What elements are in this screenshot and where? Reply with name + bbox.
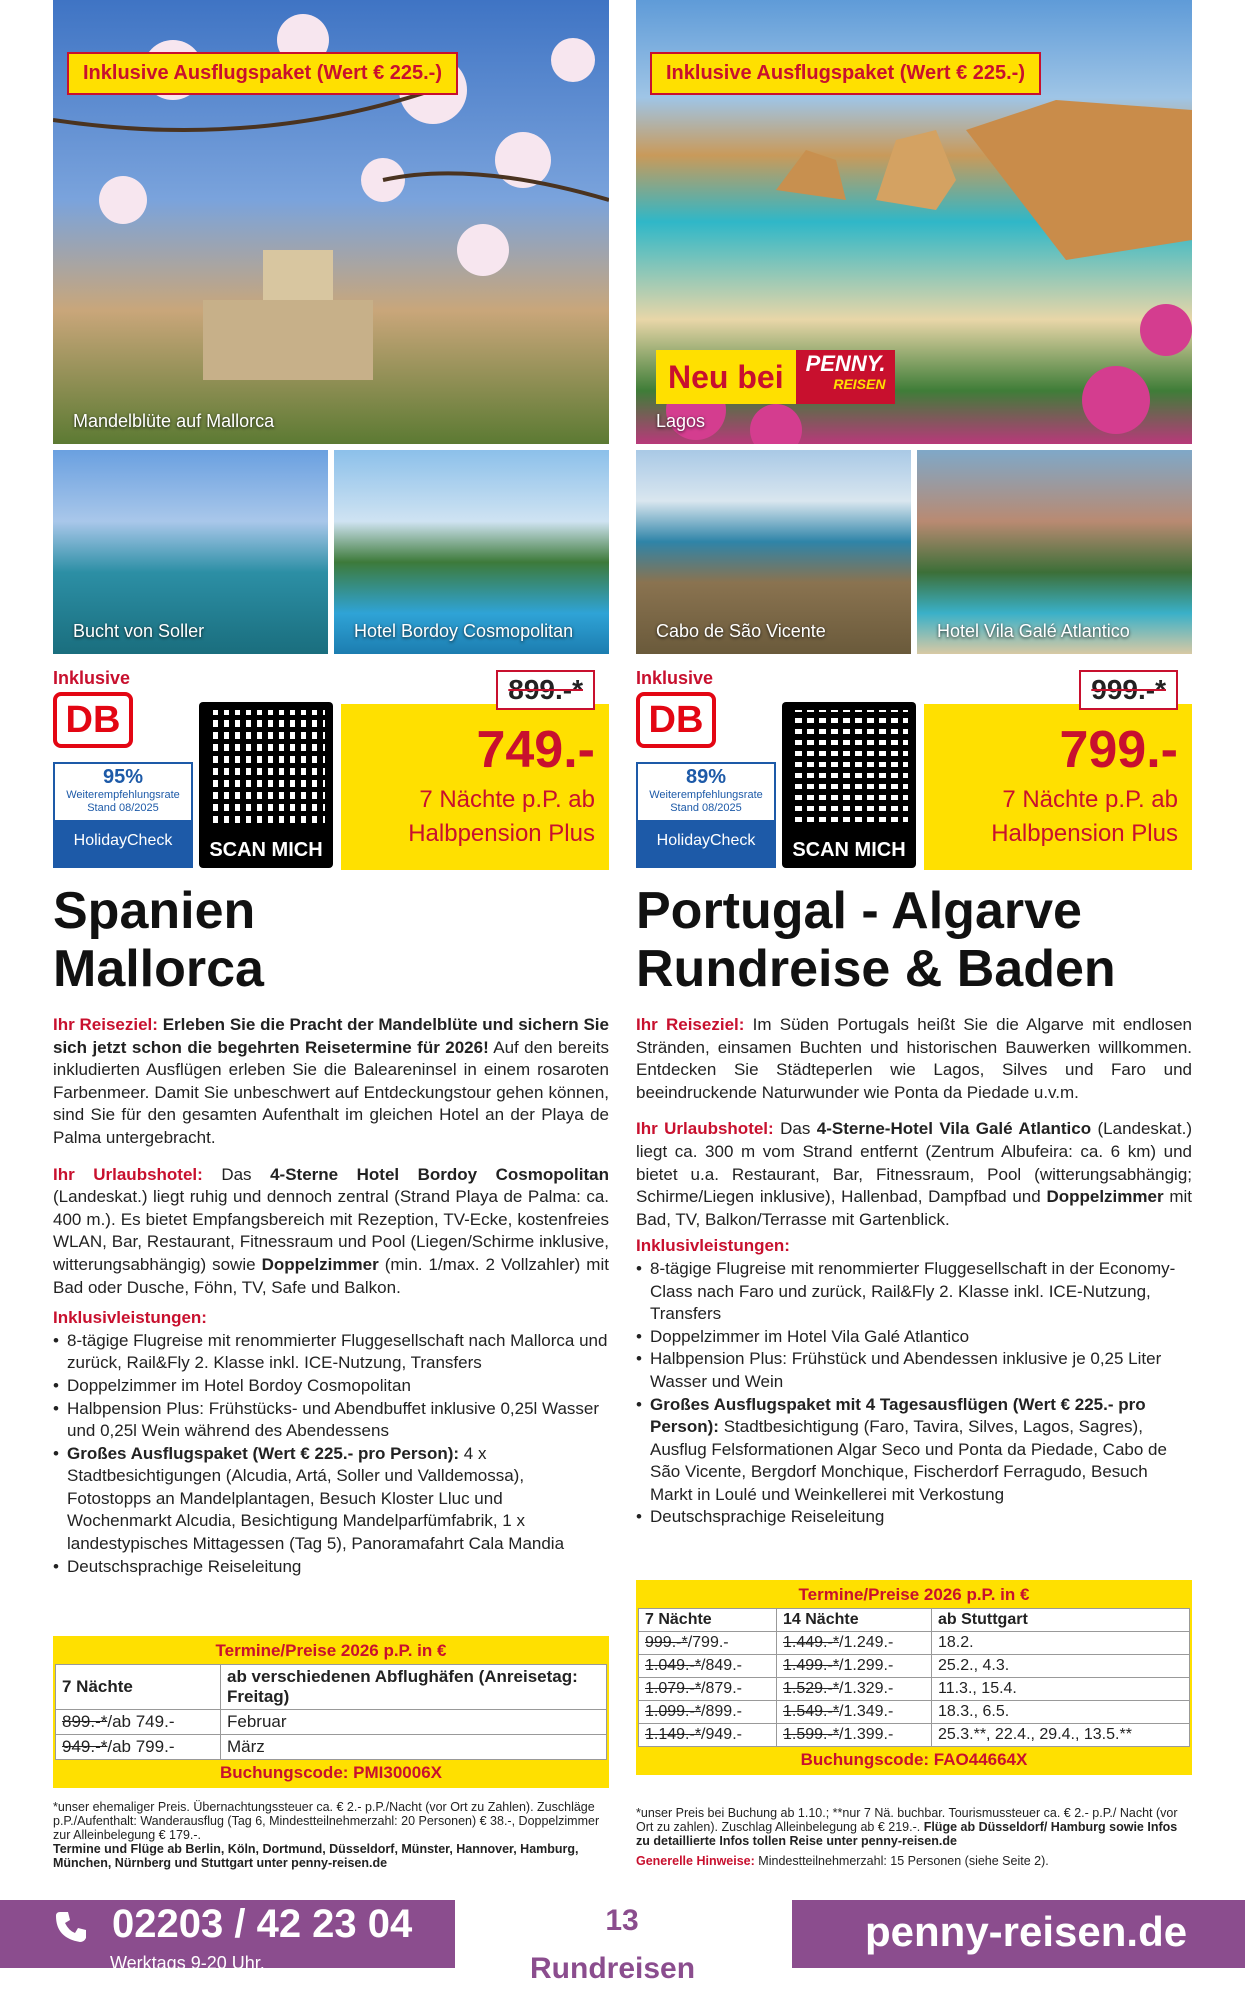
reiseziel-text: Auf den bereits inkludierten Ausflügen erleben Sie die Baleareninsel in einem rosaroten Farbenmeer. Damit Sie unbeschwert auf Entdeckungstour gehen können, sind Sie für den gesamten Aufenthalt im gleichen Hotel an der Playa de Palma untergebracht. — [53, 1037, 609, 1147]
old-price: 899.-* — [62, 1712, 108, 1731]
column-header: ab Stuttgart — [932, 1609, 1190, 1632]
new-price: /879.- — [701, 1680, 742, 1697]
new-price: /1.299.- — [839, 1657, 894, 1674]
new-label: Neu bei — [668, 359, 784, 395]
hotel-text: (Landeskat.) liegt ca. 300 m vom Strand entfernt (Zentrum Albufeira: ca. 6 km) und bietet u.a. Restaurant, Bar, Fitnessraum, Pool (witterungsabhängig; Schirme/Liegen inklusive), Hallenbad, Dampfbad und — [636, 1119, 1192, 1207]
column-header: ab verschiedenen Abflughäfen (Anreisetag: Freitag) — [221, 1665, 607, 1710]
qr-code-icon — [790, 710, 908, 828]
old-price: 999.-* — [1079, 670, 1178, 710]
inclusive-heading: Inklusivleistungen: — [636, 1236, 790, 1256]
price-table — [53, 1636, 609, 1788]
hotel-name: 4-Sterne Hotel Bordoy Cosmopolitan — [270, 1164, 609, 1184]
price-duration: 7 Nächte p.P. ab — [419, 786, 595, 813]
list-item — [636, 1394, 1192, 1507]
hotel-name: 4-Sterne-Hotel Vila Galé Atlantico — [816, 1119, 1092, 1139]
opening-hours — [110, 1952, 380, 1996]
date: 18.2. — [932, 1632, 1190, 1655]
photo-cabo — [636, 450, 911, 654]
table-row — [56, 1735, 607, 1760]
photo-caption: Hotel Bordoy Cosmopolitan — [354, 621, 574, 641]
new-price: /899.- — [701, 1703, 742, 1720]
new-price: 799.- — [1059, 721, 1178, 779]
new-price: /ab 749.- — [107, 1712, 175, 1731]
table-row — [639, 1701, 1190, 1724]
table-row — [639, 1678, 1190, 1701]
title-line-2: Mallorca — [53, 940, 264, 998]
old-price: 1.449.-* — [783, 1634, 840, 1651]
hotel-text: (Landeskat.) liegt ruhig und dennoch zentral (Strand Playa de Palma: ca. 400 m.). Es bietet Empfangsbereich mit Rezeption, TV-Ecke, kostenfreies WLAN, Bar, Restaurant, Fitnessraum und Pool (Liegen/Schirme inklusive, witterungsabhängig) sowie — [53, 1187, 609, 1274]
phone-number[interactable]: 02203 / 42 23 04 — [112, 1902, 413, 1946]
new-at-penny-badge — [656, 350, 895, 404]
footnote-text: *unser Preis bei Buchung ab 1.10.; **nur 7 Nä. buchbar. Tourismussteuer ca. € 2.- p.P./ Nacht (vor Ort zu zahlen). Zuschlag Alleinbelegung ab € 219.-. — [636, 1806, 1178, 1834]
reiseziel-highlight: Erleben Sie die Pracht der Mandelblüte und sichern Sie sich jetzt schon die begehrten Reisetermine für 2026! — [53, 1015, 609, 1057]
package-heading: Großes Ausflugspaket (Wert € 225.- pro Person): — [67, 1443, 460, 1463]
new-price: /1.349.- — [839, 1703, 894, 1720]
hotel-heading: Ihr Urlaubshotel: — [53, 1164, 203, 1184]
date: 25.2., 4.3. — [932, 1655, 1190, 1678]
new-price: /949.- — [701, 1726, 742, 1743]
excursion-badge: Inklusive Ausflugspaket (Wert € 225.-) — [650, 52, 1041, 95]
excursion-badge: Inklusive Ausflugspaket (Wert € 225.-) — [67, 52, 458, 95]
photo-caption: Bucht von Soller — [73, 621, 205, 641]
db-label: Inklusive — [53, 668, 131, 688]
hotel-heading: Ihr Urlaubshotel: — [636, 1119, 774, 1139]
package-heading: Großes Ausflugspaket mit 4 Tagesausflügen (Wert € 225.- pro Person): — [650, 1394, 1146, 1437]
hotel-pre: Das — [780, 1119, 811, 1139]
list-item: • Halbpension Plus: Frühstück und Abendessen inklusive je 0,25 Liter Wasser und Wein — [636, 1348, 1192, 1393]
hours-weekday: Werktags 9-20 Uhr, — [110, 1953, 265, 1973]
offer-title — [636, 882, 1116, 998]
hours-weekend: Samstag & Sonntag 10-18:30 Uhr — [110, 1975, 381, 1995]
db-label: Inklusive — [636, 668, 714, 688]
room-text: mit Bad, TV, Balkon/Terrasse mit Gartenblick. — [636, 1187, 1192, 1229]
date: Februar — [221, 1710, 607, 1735]
old-price: 999.-* — [645, 1634, 688, 1651]
table-row — [639, 1632, 1190, 1655]
qr-code[interactable] — [782, 702, 916, 868]
new-price: /799.- — [687, 1634, 729, 1651]
booking-code: Buchungscode: PMI30006X — [55, 1760, 607, 1786]
footnote — [53, 1800, 609, 1870]
penny-reisen-logo — [796, 350, 896, 404]
phone-icon — [54, 1910, 88, 1944]
date: März — [221, 1735, 607, 1760]
qr-code-icon — [207, 710, 325, 828]
db-logo: DB — [53, 692, 133, 748]
scan-label: SCAN MICH — [209, 839, 323, 861]
price-table — [636, 1580, 1192, 1775]
price-box — [341, 674, 609, 870]
old-price: 1.529.-* — [783, 1680, 840, 1697]
list-item: • Deutschsprachige Reiseleitung — [53, 1556, 609, 1579]
holidaycheck-logo: HolidayCheck — [638, 820, 774, 866]
table-row — [639, 1655, 1190, 1678]
photo-hotel-vila-gale — [917, 450, 1192, 654]
old-price: 1.049.-* — [645, 1657, 702, 1674]
page-number: 13 — [605, 1904, 639, 1937]
rate-date: Stand 08/2025 — [670, 802, 742, 814]
table-heading: Termine/Preise 2026 p.P. in € — [55, 1638, 607, 1664]
column-header: 7 Nächte — [639, 1609, 777, 1632]
db-logo: DB — [636, 692, 716, 748]
list-item: • Doppelzimmer im Hotel Vila Galé Atlantico — [636, 1326, 1192, 1349]
old-price: 1.499.-* — [783, 1657, 840, 1674]
column-header: 14 Nächte — [777, 1609, 932, 1632]
recommendation-rate: 95% — [102, 766, 144, 788]
section-title: Rundreisen — [530, 1952, 696, 1985]
inclusive-heading: Inklusivleistungen: — [53, 1308, 207, 1328]
list-item: • Deutschsprachige Reiseleitung — [636, 1506, 1192, 1529]
rate-label: Weiterempfehlungsrate — [649, 789, 763, 801]
holidaycheck-badge — [636, 762, 776, 868]
reisen-text: REISEN — [833, 376, 886, 392]
photo-caption: Hotel Vila Galé Atlantico — [937, 621, 1130, 641]
offer-title — [53, 882, 264, 998]
new-price: 749.- — [476, 721, 595, 779]
room-type: Doppelzimmer — [1046, 1187, 1164, 1207]
rate-date: Stand 08/2025 — [87, 802, 159, 814]
photo-caption: Mandelblüte auf Mallorca — [73, 411, 275, 431]
old-price: 1.599.-* — [783, 1726, 840, 1743]
list-item: • Halbpension Plus: Frühstücks- und Abendbuffet inklusive 0,25l Wasser und 0,25l Wein während des Abendessens — [53, 1398, 609, 1443]
price-board: Halbpension Plus — [408, 820, 595, 847]
general-notes-text: Mindestteilnehmerzahl: 15 Personen (siehe Seite 2). — [758, 1854, 1049, 1868]
old-price: 899.-* — [496, 670, 595, 710]
new-price: /1.329.- — [839, 1680, 894, 1697]
photo-caption: Lagos — [656, 411, 706, 431]
table-row — [639, 1724, 1190, 1747]
price-duration: 7 Nächte p.P. ab — [1002, 786, 1178, 813]
old-price: 1.099.-* — [645, 1703, 702, 1720]
photo-soller — [53, 450, 328, 654]
new-price: /849.- — [701, 1657, 742, 1674]
photo-caption: Cabo de São Vicente — [656, 621, 826, 641]
new-price: /1.399.- — [839, 1726, 894, 1743]
rate-label: Weiterempfehlungsrate — [66, 789, 180, 801]
reiseziel-text: Im Süden Portugals heißt Sie die Algarve mit endlosen Stränden, einsamen Buchten und historischen Bauwerken willkommen. Entdecken Sie Städteperlen wie Lagos, Silves und Faro und beeindruckende Naturwunder wie Ponta da Piedade u.v.m. — [636, 1015, 1192, 1102]
photo-hotel-bordoy — [334, 450, 609, 654]
footnote-airports: Flüge ab Düsseldorf/ Hamburg sowie Infos zu detaillierte Infos tollen Reise unter penny-reisen.de — [636, 1820, 1178, 1848]
website-link[interactable]: penny-reisen.de — [865, 1908, 1188, 1955]
old-price: 1.079.-* — [645, 1680, 702, 1697]
date: 11.3., 15.4. — [932, 1678, 1190, 1701]
list-item — [53, 1443, 609, 1556]
old-price: 949.-* — [62, 1737, 108, 1756]
column-header: 7 Nächte — [56, 1665, 221, 1710]
footnote — [636, 1806, 1192, 1868]
date: 18.3., 6.5. — [932, 1701, 1190, 1724]
title-line-1: Spanien — [53, 882, 256, 940]
package-text: 4 x Stadtbesichtigungen (Alcudia, Artá, Soller und Valldemossa), Fotostopps an Mandelplantagen, Besuch Kloster Lluc und Wochenmarkt Alcudia, Besichtigung Mandelparfümfabrik, 1 x landestypisches Mittagessen (Tag 5), Panoramafahrt Cala Mandia — [67, 1443, 565, 1554]
offer-description — [636, 1014, 1192, 1529]
inclusive-list — [53, 1330, 609, 1579]
new-price: /ab 799.- — [107, 1737, 175, 1756]
price-box — [924, 674, 1192, 870]
title-line-2: Rundreise & Baden — [636, 940, 1116, 998]
old-price: 1.149.-* — [645, 1726, 702, 1743]
inclusive-list — [636, 1258, 1192, 1529]
scan-label: SCAN MICH — [792, 839, 906, 861]
reiseziel-heading: Ihr Reiseziel: — [636, 1015, 745, 1034]
room-type: Doppelzimmer — [261, 1254, 379, 1274]
list-item: • 8-tägige Flugreise mit renommierter Fluggesellschaft in der Economy-Class nach Faro und zurück, Rail&Fly 2. Klasse inkl. ICE-Nutzung, Transfers — [636, 1258, 1192, 1326]
footnote-text: *unser ehemaliger Preis. Übernachtungssteuer ca. € 2.- p.P./Nacht (vor Ort zu Zahlen). Zuschläge p.P./Aufenthalt: Wanderausflug (Tag 6, Mindestteilnehmerzahl: 20 Personen) € 38.-, Doppelzimmer zur Alleinbelegung € 179.-. — [53, 1800, 600, 1842]
offer-description — [53, 1014, 609, 1578]
title-line-1: Portugal - Algarve — [636, 882, 1082, 940]
package-text: Stadtbesichtigung (Faro, Tavira, Silves, Lagos, Sagres), Ausflug Felsformationen Algar Seco und Ponta da Piedade, Cabo de São Vicente, Bergdorf Monchique, Fischerdorf Ferragudo, Besuch Markt in Loulé und Weinkellerei mit Verkostung — [650, 1417, 1167, 1504]
new-price: /1.249.- — [839, 1634, 894, 1651]
hotel-pre: Das — [221, 1164, 252, 1184]
room-text: (min. 1/max. 2 Vollzahler) mit Bad oder Dusche, Föhn, TV, Safe und Balkon. — [53, 1254, 609, 1297]
table-heading: Termine/Preise 2026 p.P. in € — [638, 1582, 1190, 1608]
reiseziel-heading: Ihr Reiseziel: — [53, 1015, 158, 1034]
holidaycheck-logo: HolidayCheck — [55, 820, 191, 866]
qr-code[interactable] — [199, 702, 333, 868]
general-notes-heading: Generelle Hinweise: — [636, 1854, 755, 1868]
holidaycheck-badge — [53, 762, 193, 868]
list-item: • Doppelzimmer im Hotel Bordoy Cosmopolitan — [53, 1375, 609, 1398]
table-row — [56, 1710, 607, 1735]
footnote-airports: Termine und Flüge ab Berlin, Köln, Dortmund, Düsseldorf, Münster, Hannover, Hamburg, München, Nürnberg und Stuttgart unter penny-reisen.de — [53, 1842, 579, 1870]
penny-text: PENNY. — [805, 351, 886, 376]
booking-code: Buchungscode: FAO44664X — [638, 1747, 1190, 1773]
price-board: Halbpension Plus — [991, 820, 1178, 847]
recommendation-rate: 89% — [685, 766, 727, 788]
main-photo-mallorca — [53, 0, 609, 444]
list-item: • 8-tägige Flugreise mit renommierter Fluggesellschaft nach Mallorca und zurück, Rail&Fly 2. Klasse inkl. ICE-Nutzung, Transfers — [53, 1330, 609, 1375]
old-price: 1.549.-* — [783, 1703, 840, 1720]
date: 25.3.**, 22.4., 29.4., 13.5.** — [932, 1724, 1190, 1747]
main-photo-lagos — [636, 0, 1192, 444]
